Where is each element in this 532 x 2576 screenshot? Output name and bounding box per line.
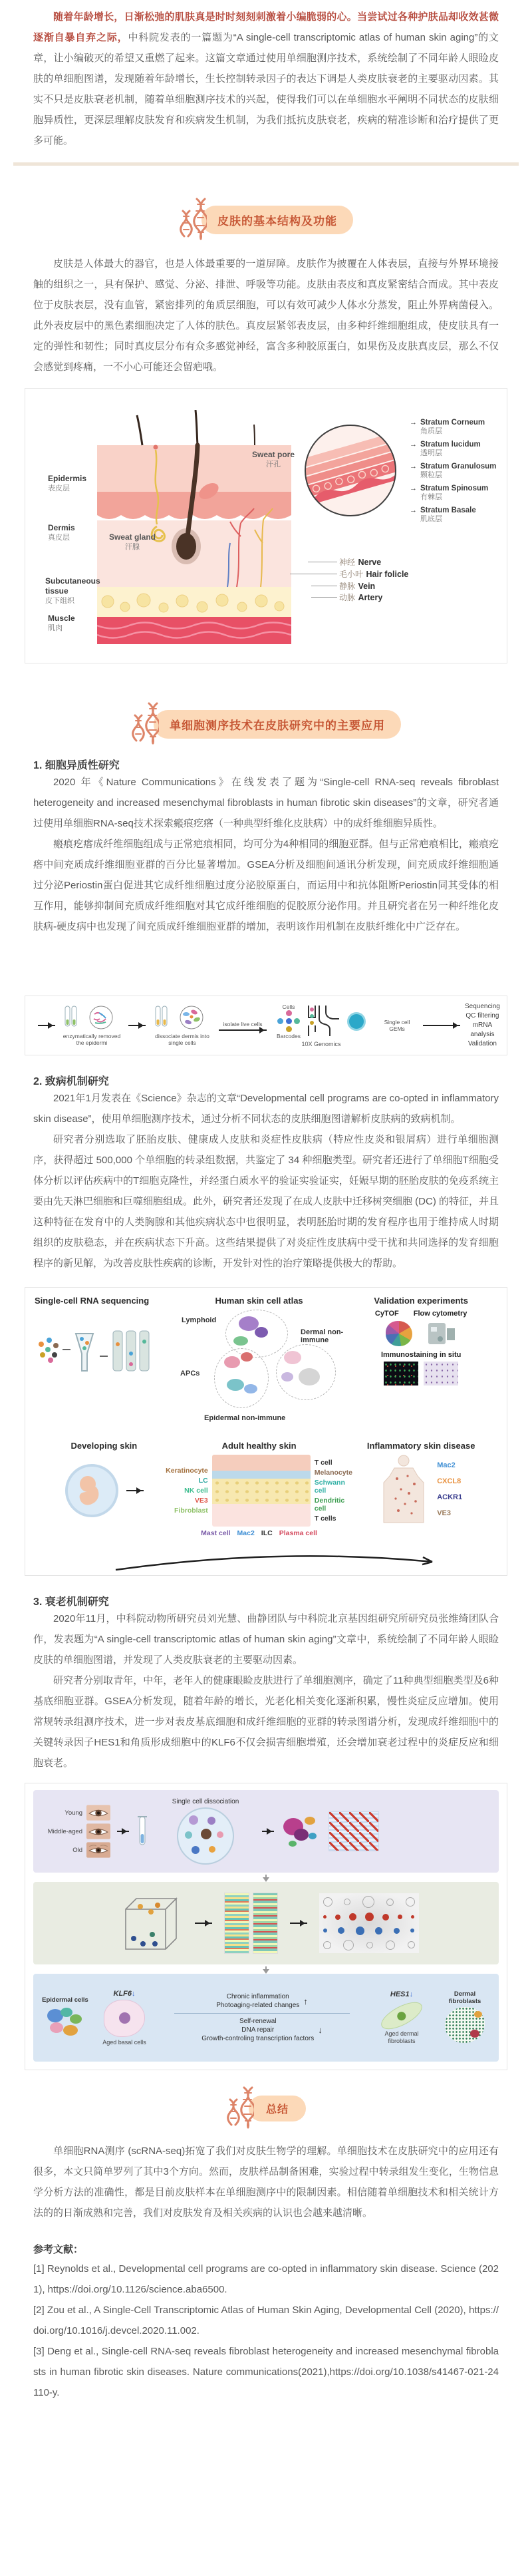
adult-skin-left-labels: Keratinocyte LC NK cell VE3 Fibroblast (166, 1467, 208, 1515)
eye-icon (86, 1842, 110, 1858)
correlation-heatmap (329, 1811, 379, 1851)
section-header-skin-structure (0, 198, 532, 242)
down-arrow (265, 1875, 267, 1881)
epidermal-umap (46, 2006, 84, 2040)
subsection-2-paragraph-2: 研究者分别选取了胚胎皮肤、健康成人皮肤和炎症性皮肤病（特应性皮炎和银屑病）进行单细胞测序，获得超过 500,000 个单细胞的转录组数据，共鉴定了 34 种细胞类型。研究者还进行了单细胞T细胞受体分析以评估疾病中的T细胞克隆性，并经蛋白质水平的验证实验证实，妊娠早期的胚胎皮肤的免疫系统主要由先天淋巴细胞和巨噬细胞组成。此外，研究者还发现了在成人皮肤中迁移树突细胞 (DC) 的特征，并且这种特征在发育中的人类胸腺和其他疾病状态中也很明显，表明胚胎时期的发育程序也用于维持成人时期组织的皮肤稳态，并在疾病状态下升高。这些结果提供了对炎症性皮肤病中受干扰和共同选择的发育细胞程序的新见解，为改善皮肤性疾病的诊断，开发针对性的治疗策略提供极大的帮助。 (33, 1134, 499, 1269)
subsection-3-paragraph-1: 2020年11月，中科院动物所研究员刘光慧、曲静团队与中科院北京基因组研究所研究员张维绮团队合作，发表题为“A single-cell transcriptomic atlas of human skin aging”文章中，系统绘制了不同年龄人眼睑皮肤的单细胞图谱，并发现了人类皮肤衰老的主要驱动因素。 (33, 1613, 499, 1666)
label-flow-cytometry: Flow cytometry (413, 1310, 467, 1318)
hes1-col: HES1↓ Aged dermal fibroblasts (371, 1990, 432, 2045)
eye-icon (86, 1823, 110, 1839)
aged-basal-cell-icon (104, 2000, 145, 2037)
sequencing-outputs: Sequencing QC filtering mRNA analysis Validation (465, 1003, 500, 1047)
tubes-dish-icon (153, 1005, 211, 1030)
adult-skin-bottom-labels: Mast cell Mac2 ILC Plasma cell (201, 1529, 317, 1537)
flow-arrow (195, 1923, 212, 1924)
dna-icon (131, 702, 159, 746)
cells-label: Cells (282, 1004, 295, 1010)
down-glyph: ↓ (132, 1989, 136, 1998)
figure-skin-anatomy (25, 388, 507, 663)
summary-paragraph: 单细胞RNA测序 (scRNA-seq)拓宽了我们对皮肤生物学的理解。单细胞技术在皮肤研究中的应用还有很多，本文只简单罗列了其中3个方向。然而，皮肤样品制备困难，实验过程中转录组发生变化，生物信息学分析方法的准确性，都是目前皮肤样本在单细胞测序中的限制因素。相信随着单细胞技术和相关统计方法的的日渐成熟和完善，我们对皮肤发育及相关疾病的认识也会越来越清晰。 (33, 2145, 499, 2219)
label-immunostaining: Immunostaining in situ (380, 1351, 462, 1359)
reference-item: [3] Deng et al., Single-cell RNA-seq reveals fibroblast heterogeneity and increased mesenchymal fibroblasts in human fibrotic skin diseases. Nature communications(2021),https://doi.org/10.1038/s41467-021-24110-y. (33, 2346, 499, 2398)
label-sweat-pore: Sweat pore 汗孔 (251, 450, 295, 468)
label-sweat-gland: Sweat gland 汗腺 (108, 532, 156, 551)
pca-cube-icon (114, 1892, 183, 1954)
label-old: Old (72, 1846, 82, 1854)
sequencing-icons (35, 1324, 158, 1391)
label-stratum-lucidum: → Stratum lucidum 透明层 (410, 441, 481, 457)
label-nerve: 神经 Nerve (339, 558, 382, 567)
panel-adult-skin: Adult healthy skin Keratinocyte LC NK cell VE3 Fibroblast T cell Melanocyte Schwann cell Dendritic cell T cells Mast cell Mac2 ILC Plasma cell (166, 1441, 352, 1537)
label-artery: 动脉 Artery (339, 593, 383, 602)
klf6-col: KLF6↓ Aged basal cells (102, 1989, 146, 2046)
references (33, 2242, 499, 2426)
figure-science-skin-atlas (25, 1287, 507, 1576)
dna-icon (226, 2086, 254, 2130)
leader-line (311, 597, 337, 598)
label-middle-aged: Middle-aged (47, 1827, 82, 1835)
gene-klf6: KLF6 (113, 1989, 132, 1998)
label-epidermal-non-immune: Epidermal non-immune (204, 1414, 286, 1422)
step-isolate: isolate live cells (219, 1021, 267, 1031)
label-muscle: Muscle 肌肉 (48, 614, 75, 632)
flow-cytometer-icon (427, 1320, 456, 1347)
flow-arrow (423, 1025, 460, 1026)
flow-arrow (262, 1831, 274, 1832)
subsection-3-paragraph-2: 研究者分别取青年，中年，老年人的健康眼睑皮肤进行了单细胞测序，确定了11种典型细胞类型及6种基底细胞亚群。GSEA分析发现，随着年龄的增长，光老化相关变化逐渐积累，慢性炎症反应增加。使用常规转录组测序技术，进一步对表皮基底细胞和成纤维细胞的亚群的转录图谱分析，发现成纤维细胞中的关键转录因子HES1和角质形成细胞中的KLF6不仅会损害细胞增殖，还会增加衰老过程中的炎症反应和细胞衰老。 (33, 1675, 499, 1769)
fibroblast-tsne (445, 2007, 485, 2043)
label-young: Young (65, 1809, 82, 1817)
deg-heatmaps (224, 1893, 278, 1954)
flow-arrow (126, 1490, 144, 1491)
section-divider (13, 162, 519, 166)
panel-skin-cell-atlas: Human skin cell atlas Lymphoid APCs Dermal non-immune Epidermal non-immune (174, 1296, 345, 1437)
subsection-1-paragraph-2: 瘢痕疙瘩成纤维细胞组成与正常疤痕相同，均可分为4种相同的细胞亚群。但与正常疤痕相比，瘢痕疙瘩中间充质成纤维细胞亚群的百分比显著增加。GSEA分析及细胞间通讯分析发现，间充质成纤维细胞通过分泌Periostin蛋白促进其它成纤维细胞过度分泌胶原蛋白，而运用中和抗体阻断Periostin同其受体的相互作用，能够抑制间充质成纤维细胞对其它成纤维细胞的促胶原分泌作用。并且研究者在另一种纤维化皮肤病-硬皮病中也发现了间充质成纤维细胞亚群的增加，表明该作用机制在皮肤纤维化中广泛存在。 (33, 838, 499, 932)
label-dermal-non-immune: Dermal non-immune (301, 1328, 344, 1344)
label-vein: 静脉 Vein (339, 582, 376, 591)
eye-icon (86, 1805, 110, 1821)
step-10x-genomics (271, 1004, 371, 1047)
label-stratum-granulosum: → Stratum Granulosum 颗粒层 (410, 462, 497, 479)
aging-panel-analysis (33, 1882, 499, 1964)
barcodes-label: Barcodes (277, 1033, 301, 1039)
dissociation-step: Single cell dissociation (156, 1798, 255, 1865)
flow-arrow (219, 1029, 267, 1031)
down-arrow (265, 1966, 267, 1973)
aging-panel-findings (33, 1974, 499, 2062)
section-title: 皮肤的基本结构及功能 (201, 206, 353, 234)
label-cytof: CyTOF (374, 1310, 399, 1318)
subsection-1-title: 1. 细胞异质性研究 (33, 760, 120, 771)
panel-scrna-sequencing: Single-cell RNA sequencing (35, 1296, 174, 1437)
tubes-dish-icon (63, 1005, 121, 1030)
up-glyph: ↑ (303, 1996, 308, 2006)
dissociated-cells (177, 1807, 234, 1865)
epidermal-cells-col: Epidermal cells (41, 1996, 89, 2040)
panel-developing-skin: Developing skin (35, 1441, 174, 1537)
skin-structure-paragraph: 皮肤是人体最大的器官，也是人体最重要的一道屏障。皮肤作为披覆在人体表层，直接与外界环境接触的组织之一，具有保护、感觉、分泌、排泄、呼吸等功能。皮肤由表皮和真皮紧密结合而成。其中表皮位于皮肤表层，没有血管，紧密排列的角质层细胞，可以有效可减少人体水分蒸发，阻止外界病菌侵入。此外表皮层中的黑色素细胞决定了人体的肤色。真皮层紧邻表皮层，由多种纤维细胞组成，使皮肤具有一定的弹性和韧性；同时真皮层分布有众多感觉神经，富含多种胶原蛋白，如果伤及皮肤真皮层，那么不仅会感觉到疼痛，一不小心可能还会留疤哦。 (33, 258, 499, 373)
flow-arrow (290, 1923, 307, 1924)
subsection-2-title: 2. 致病机制研究 (33, 1076, 109, 1087)
reference-item: [1] Reynolds et al., Developmental cell programs are co-opted in inflammatory skin disease. Science (2021), https://doi.org/10.1126/science.aba6500. (33, 2263, 499, 2295)
down-glyph: ↓ (318, 2025, 323, 2035)
label-stratum-basale: → Stratum Basale 肌底层 (410, 506, 476, 523)
panel-inflammatory-skin: Inflammatory skin disease Mac2 CXCL8 ACKR1 VE3 (344, 1441, 497, 1537)
figure-scrnaseq-workflow (25, 996, 507, 1055)
inflammatory-labels: Mac2 CXCL8 ACKR1 VE3 (437, 1461, 463, 1517)
findings-text: Chronic inflammation Photoaging-related changes ↑ Self-renewal DNA repair Growth-controling transcription factors ↓ (160, 1992, 364, 2043)
strata-labels (410, 418, 496, 528)
flow-arrow (128, 1025, 146, 1026)
flow-arrow (117, 1831, 129, 1832)
cytof-blob-icon (386, 1321, 412, 1346)
cells-dots (277, 1010, 300, 1033)
down-glyph: ↓ (409, 1990, 414, 1998)
label-epidermis: Epidermis 表皮层 (48, 474, 87, 492)
section-title: 总结 (249, 2096, 306, 2121)
aged-fibroblast-icon (377, 1997, 426, 2035)
adult-skin-block (212, 1455, 311, 1527)
label-lymphoid: Lymphoid (182, 1316, 217, 1324)
references-title: 参考文献： (33, 2244, 84, 2255)
panel-validation: Validation experiments CyTOF Flow cytometry Immunostaining in situ (344, 1296, 497, 1437)
dermal-fibroblasts-col: Dermal fibroblasts (439, 1990, 491, 2045)
label-subcutaneous: Subcutaneous tissue 皮下组织 (45, 576, 100, 605)
regulatory-network (319, 1893, 419, 1953)
progression-arrow (105, 1551, 451, 1574)
section-title: 单细胞测序技术在皮肤研究中的主要应用 (154, 710, 401, 739)
microfluidic-chip-icon (306, 1004, 342, 1039)
label-stratum-spinosum: → Stratum Spinosum 有棘层 (410, 484, 489, 501)
subsection-2-paragraph-1: 2021年1月发表在《Science》杂志的文章“Developmental cell programs are co-opted in inflammatory skin disease”，使用单细胞测序技术，通过分析不同状态的皮肤细胞图谱解析皮肤病的致病机制。 (33, 1093, 499, 1125)
label-hair-follicle: 毛小叶 Hair folicle (339, 570, 409, 579)
aging-panel-sampling (33, 1790, 499, 1873)
epidermis-zoom-inset (302, 422, 399, 519)
eye-samples (41, 1805, 110, 1858)
reference-item: [2] Zou et al., A Single-Cell Transcriptomic Atlas of Human Skin Aging, Developmental Cell (2020), https://doi.org/10.1016/j.devcel.2020.11.002. (33, 2304, 499, 2336)
label-dermis: Dermis 真皮层 (48, 523, 75, 542)
adult-skin-right-labels: T cell Melanocyte Schwann cell Dendritic cell T cells (314, 1459, 352, 1523)
subsection-1-paragraph-1: 2020 年《Nature Communications》在线发表了题为“Single-cell RNA-seq reveals fibroblast heterogeneity and increased mesenchymal fibroblasts in human fibrotic skin diseases”的文章，研究者通过使用单细胞RNA-seq技术探索瘢痕疙瘩（一种典型纤维化皮肤病）中的成纤维细胞异质性。 (33, 777, 499, 829)
tube-icon (136, 1815, 149, 1847)
body-silhouette-icon (380, 1455, 428, 1524)
flow-arrow (38, 1025, 55, 1026)
histology-image (424, 1362, 458, 1385)
section-header-summary (0, 2086, 532, 2130)
gene-hes1: HES1 (390, 1990, 410, 1998)
umap-atlas (178, 1310, 344, 1422)
intro-highlight: 随着年龄增长，日渐松弛的肌肤真是时时刻刻刺激着小编脆弱的心。当尝试过各种护肤品却收效甚微逐渐自暴自弃之际， (33, 11, 499, 43)
intro-paragraph (33, 0, 499, 151)
dna-icon (179, 198, 207, 242)
immunofluorescence-image (384, 1362, 418, 1385)
umap-clusters (281, 1813, 322, 1850)
label-stratum-corneum: → Stratum Corneum 角质层 (410, 419, 485, 435)
section-header-applications (0, 702, 532, 746)
gems-label: Single cell GEMs (384, 1019, 410, 1032)
step-dissociate: dissociate dermis into single cells (150, 1005, 214, 1046)
gem-droplet-icon (347, 1012, 366, 1031)
label-apcs: APCs (180, 1370, 200, 1378)
subsection-3-title: 3. 衰老机制研究 (33, 1596, 109, 1608)
figure-skin-aging-study (25, 1783, 507, 2070)
step-remove-epidermis: enzymatically removed the epidermi (60, 1005, 124, 1046)
tenx-caption: 10X Genomics (301, 1041, 341, 1047)
intro-text: 中科院发表的一篇题为“A single-cell transcriptomic atlas of human skin aging”的文章，让小编破灭的希望又重燃了起来。这篇文章通过使用单细胞测序技术，系统绘制了不同年龄人眼睑皮肤的单细胞图谱，发现随着年龄增长，生长控制转录因子的表达下调是人类皮肤衰老的主要驱动因素。其实不只是皮肤衰老机制，随着单细胞测序技术的兴起，使得我们可以在单细胞水平阐明不同状态的皮肤细胞异质性，更深层理解皮肤发育和疾病发生机制，为我们抵抗皮肤衰老，疾病的精准诊断和治疗提供了更多可能。 (33, 32, 499, 146)
fetus-icon (64, 1463, 120, 1519)
skin-block-illustration (97, 410, 291, 644)
